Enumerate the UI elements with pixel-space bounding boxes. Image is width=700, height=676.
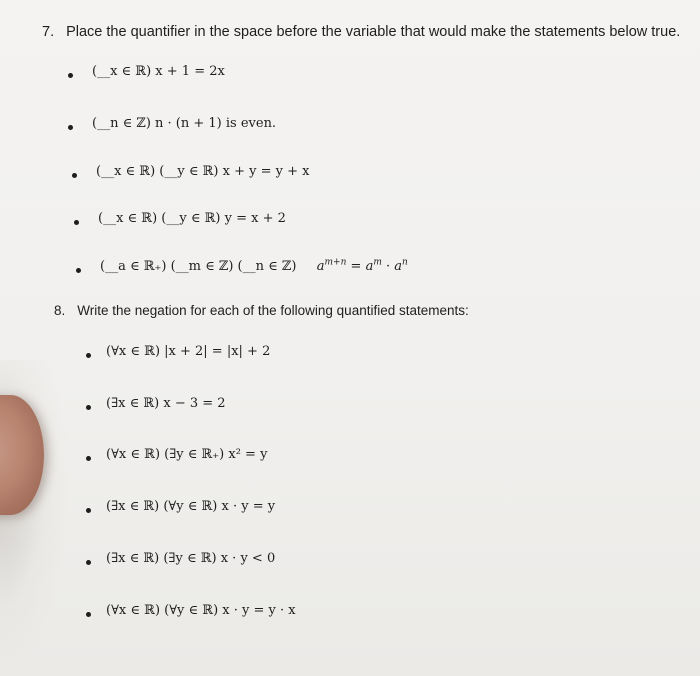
question-8-prompt: Write the negation for each of the following quantified statements: <box>77 303 469 318</box>
bullet-icon <box>86 560 91 565</box>
q8-statement-5: (∃x ∈ ℝ) (∃y ∈ ℝ) x · y < 0 <box>106 551 276 566</box>
q8-statement-4: (∃x ∈ ℝ) (∀y ∈ ℝ) x · y = y <box>106 499 276 514</box>
bullet-icon <box>68 125 73 130</box>
bullet-icon <box>86 353 91 358</box>
q7-statement-2: (__n ∈ ℤ) n · (n + 1) is even. <box>92 116 277 131</box>
question-7-heading <box>42 24 680 40</box>
q8-statement-3: (∀x ∈ ℝ) (∃y ∈ ℝ₊) x² = y <box>106 447 268 462</box>
q8-statement-1: (∀x ∈ ℝ) |x + 2| = |x| + 2 <box>106 344 271 359</box>
bullet-icon <box>76 268 81 273</box>
bullet-icon <box>86 405 91 410</box>
bullet-icon <box>86 508 91 513</box>
q7-statement-5 <box>100 259 408 274</box>
bullet-icon <box>86 612 91 617</box>
bullet-icon <box>68 73 73 78</box>
q7-statement-5-quantifiers: (__a ∈ ℝ₊) (__m ∈ ℤ) (__n ∈ ℤ) <box>100 259 297 274</box>
q7-statement-5-formula: $a^{m+n} = a^m \cdot a^n$ <box>316 257 408 274</box>
question-7-prompt: Place the quantifier in the space before the variable that would make the statements below true. <box>66 24 681 40</box>
q7-statement-3: (__x ∈ ℝ) (__y ∈ ℝ) x + y = y + x <box>96 164 310 179</box>
question-8-number: 8. <box>54 303 66 318</box>
bullet-icon <box>74 220 79 225</box>
q8-statement-6: (∀x ∈ ℝ) (∀y ∈ ℝ) x · y = y · x <box>106 603 296 618</box>
question-8-heading <box>54 303 469 318</box>
q8-statement-2: (∃x ∈ ℝ) x − 3 = 2 <box>106 396 226 411</box>
question-7-number: 7. <box>42 24 55 40</box>
bullet-icon <box>86 456 91 461</box>
bullet-icon <box>72 173 77 178</box>
q7-statement-1: (__x ∈ ℝ) x + 1 = 2x <box>92 64 225 79</box>
q7-statement-4: (__x ∈ ℝ) (__y ∈ ℝ) y = x + 2 <box>98 211 286 226</box>
